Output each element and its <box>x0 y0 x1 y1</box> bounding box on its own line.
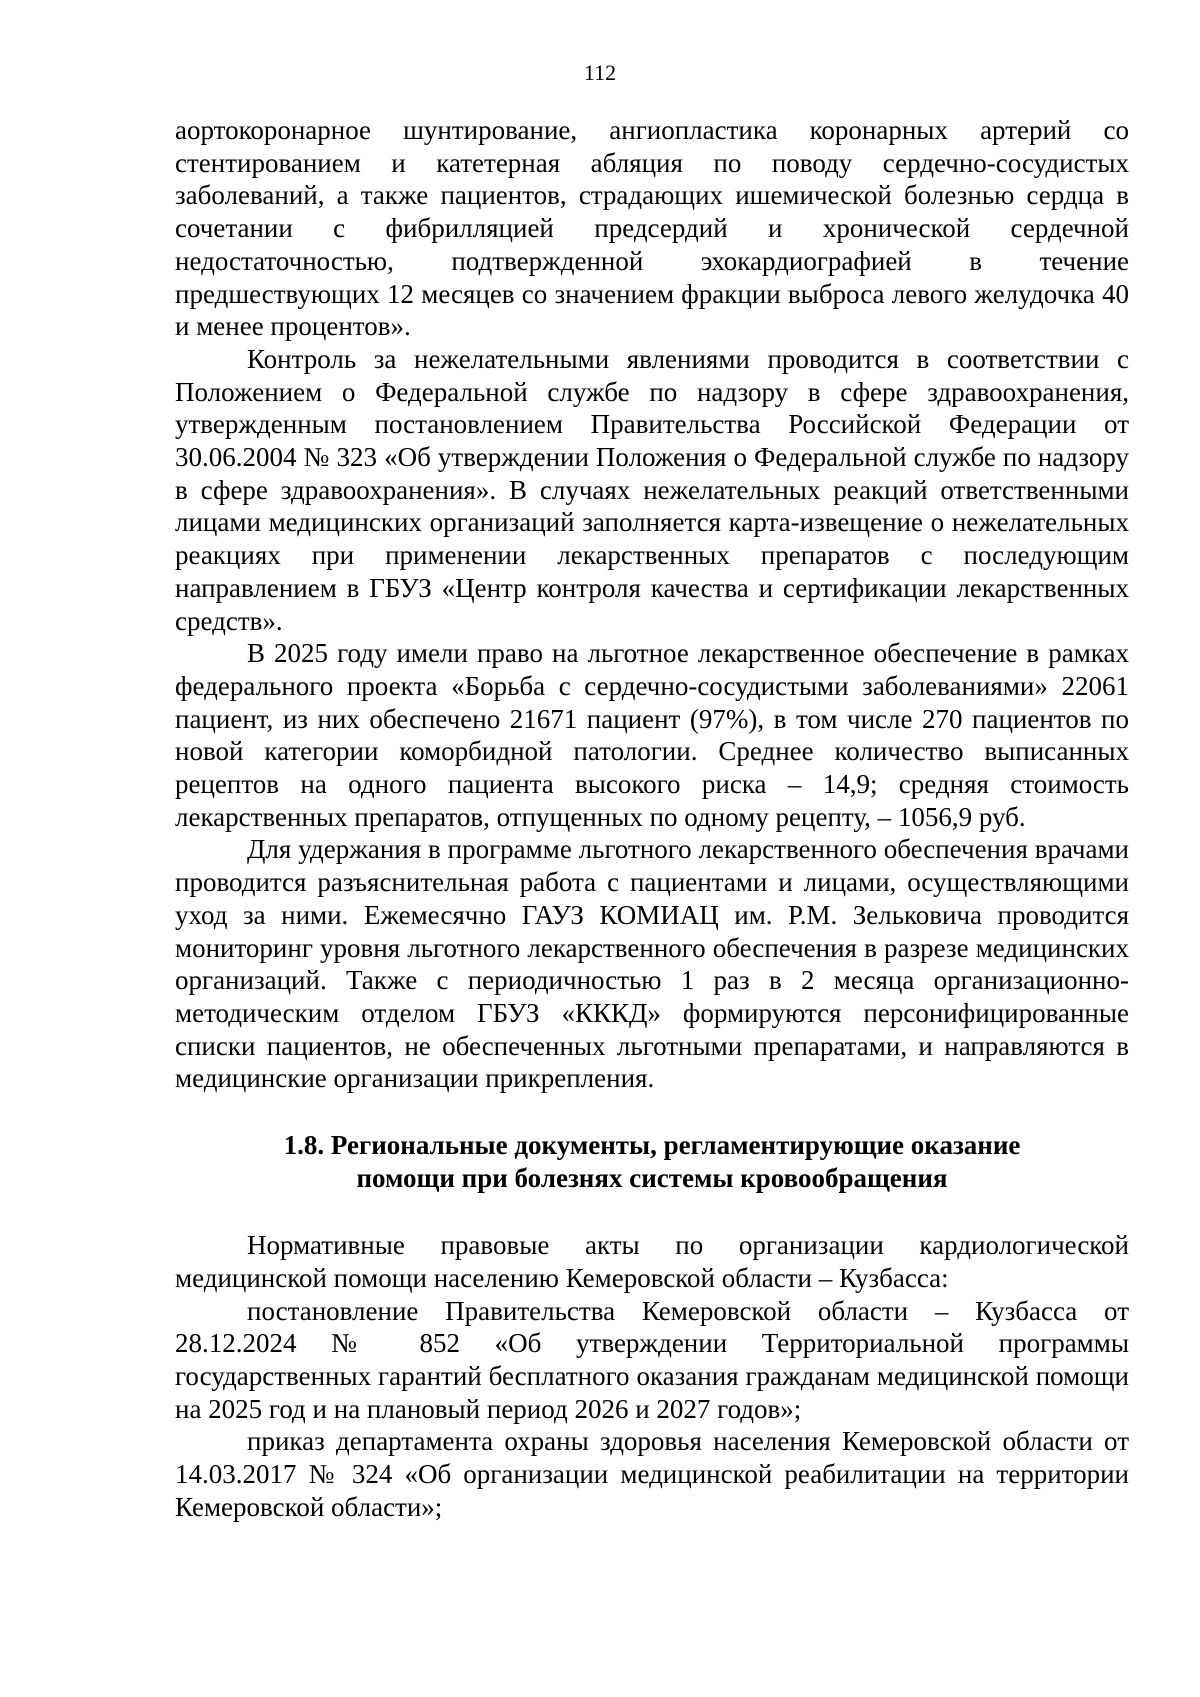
paragraph-retention-program: Для удержания в программе льготного лекарственного обеспечения врачами проводится разъяснительная работа с пациентами и лицами, осуществляющими уход за ними. Ежемесячно ГАУЗ КОМИАЦ им. Р.М. Зельковича проводится мониторинг уровня льготного лекарственного обеспечения в разрезе медицинских организаций. Также с периодичностью 1 раз в 2 месяца организационно-методическим отделом ГБУЗ «КККД» формируются персонифицированные списки пациентов, не обеспеченных льготными препаратами, и направляются в медицинские организации прикрепления. <box>175 834 1129 1094</box>
paragraph-normative-acts-intro: Нормативные правовые акты по организации кардиологической медицинской помощи населению Кемеровской области – Кузбасса: <box>175 1230 1129 1293</box>
paragraph-government-resolution: постановление Правительства Кемеровской области – Кузбасса от 28.12.2024 № 852 «Об утверждении Территориальной программы государственных гарантий бесплатного оказания гражданам медицинской помощи на 2025 год и на плановый период 2026 и 2027 годов»; <box>175 1295 1129 1424</box>
section-heading-line2: помощи при болезнях системы кровообращения <box>356 1163 948 1194</box>
paragraph-adverse-events-control: Контроль за нежелательными явлениями проводится в соответствии с Положением о Федеральной службе по надзору в сфере здравоохранения, утвержденным постановлением Правительства Российской Федерации от 30.06.2004 № 323 «Об утверждении Положения о Федеральной службе по надзору в сфере здравоохранения». В случаях нежелательных реакций ответственными лицами медицинских организаций заполняется карта-извещение о нежелательных реакциях при применении лекарственных препаратов с последующим направлением в ГБУЗ «Центр контроля качества и сертификации лекарственных средств». <box>175 343 1129 636</box>
page-number: 112 <box>583 60 617 85</box>
document-body <box>175 114 1129 1523</box>
section-heading <box>175 1129 1129 1195</box>
paragraph-drug-provision-2025: В 2025 году имели право на льготное лекарственное обеспечение в рамках федерального проекта «Борьба с сердечно-сосудистыми заболеваниями» 22061 пациент, из них обеспечено 21671 пациент (97%), в том числе 270 пациентов по новой категории коморбидной патологии. Среднее количество выписанных рецептов на одного пациента высокого риска – 14,9; средняя стоимость лекарственных препаратов, отпущенных по одному рецепту, – 1056,9 руб. <box>175 638 1129 832</box>
paragraph-department-order: приказ департамента охраны здоровья населения Кемеровской области от 14.03.2017 № 324 «Об организации медицинской реабилитации на территории Кемеровской области»; <box>175 1426 1129 1522</box>
section-heading-line1: 1.8. Региональные документы, регламентирующие оказание <box>283 1130 1021 1161</box>
paragraph-continuation: аортокоронарное шунтирование, ангиопластика коронарных артерий со стентированием и катетерная абляция по поводу сердечно-сосудистых заболеваний, а также пациентов, страдающих ишемической болезнью сердца в сочетании с фибрилляцией предсердий и хронической сердечной недостаточностью, подтвержденной эхокардиографией в течение предшествующих 12 месяцев со значением фракции выброса левого желудочка 40 и менее процентов». <box>175 115 1129 342</box>
